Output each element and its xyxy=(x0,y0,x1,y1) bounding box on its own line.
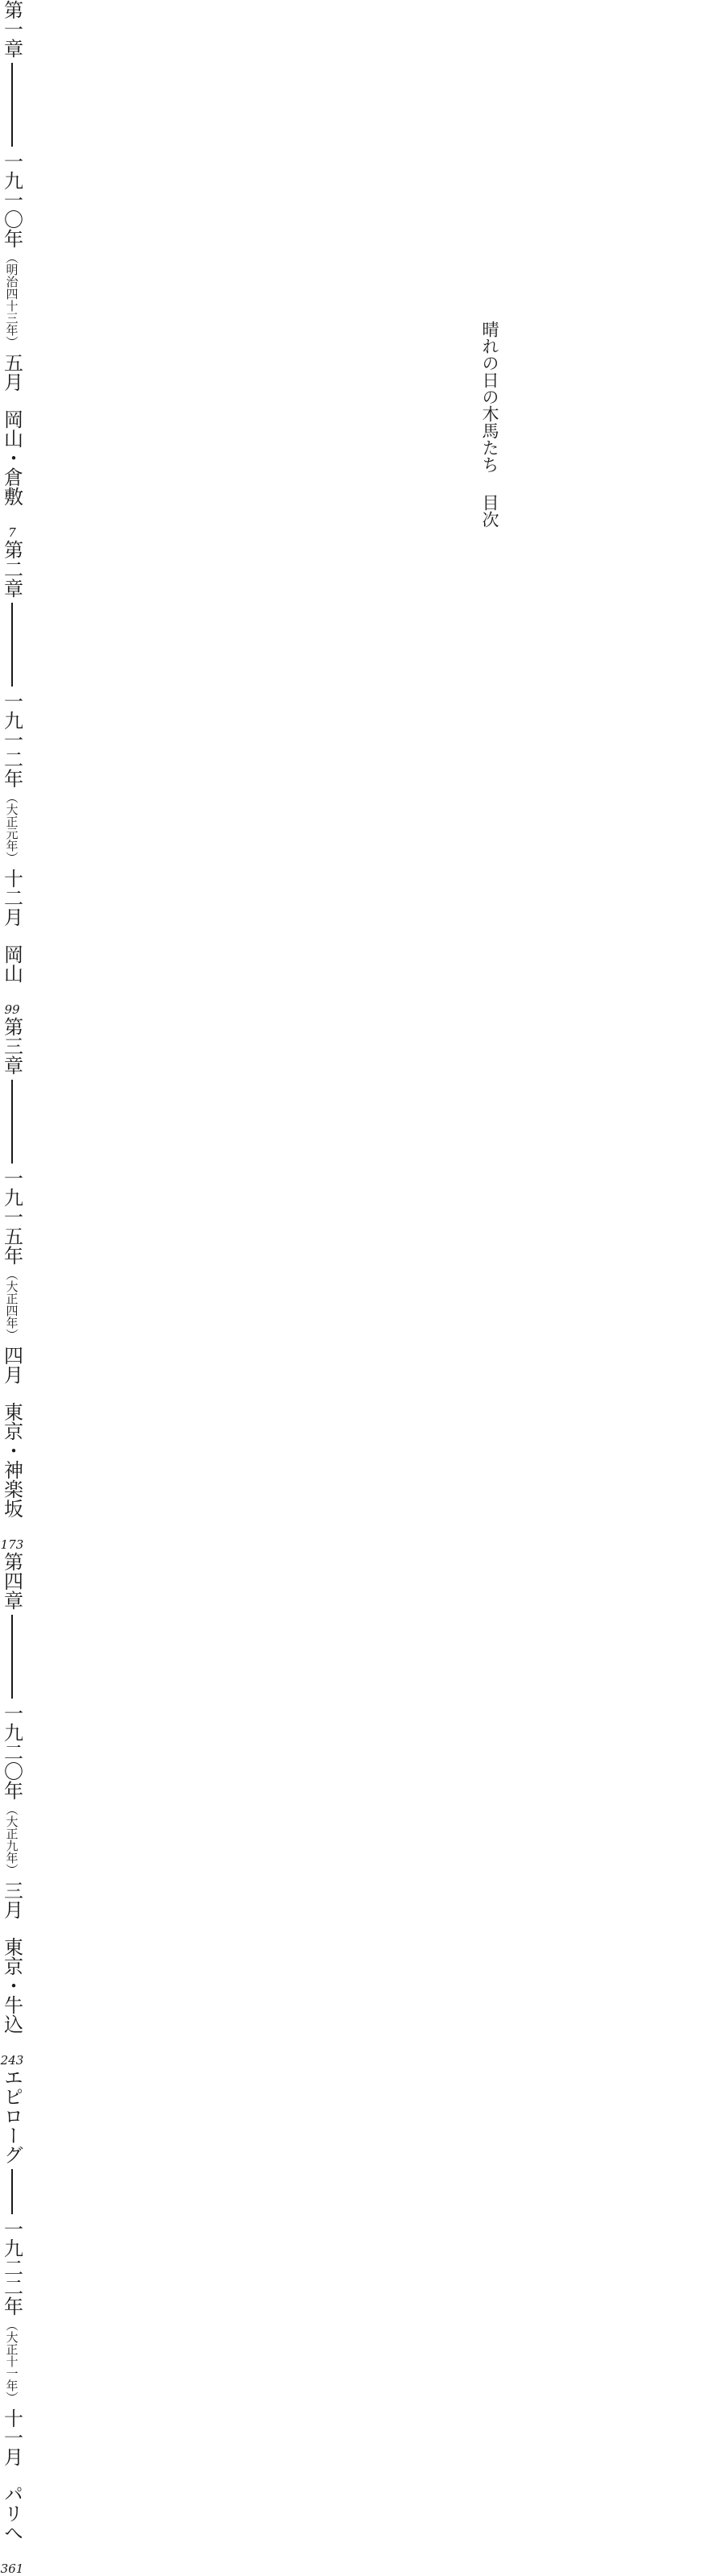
toc-year: 一九一二年 xyxy=(0,691,23,788)
toc-entry-chapter-3[interactable] xyxy=(0,1017,24,1552)
toc-era: （大正元年） xyxy=(4,791,19,864)
toc-entry-chapter-1[interactable] xyxy=(0,0,24,540)
toc-dash xyxy=(11,2169,12,2214)
toc-dash xyxy=(11,1080,12,1164)
toc-dash xyxy=(11,1615,12,1699)
toc-year: 一九一五年 xyxy=(0,1168,23,1265)
toc-page-number: 99 xyxy=(4,1002,20,1017)
toc-month: 十二月 xyxy=(0,869,23,927)
toc-place: パリへ xyxy=(0,2484,23,2542)
toc-year: 一九一〇年 xyxy=(0,151,23,248)
toc-era: （明治四十三年） xyxy=(4,251,19,348)
toc-page-number: 243 xyxy=(0,2053,24,2068)
toc-entry-chapter-2[interactable] xyxy=(0,540,24,1017)
book-title: 晴れの日の木馬たち xyxy=(480,321,499,473)
toc-month: 十一月 xyxy=(0,2408,23,2466)
toc-page-number: 361 xyxy=(0,2561,24,2576)
toc-entry-epilogue[interactable] xyxy=(0,2068,24,2576)
toc-place: 岡山・倉敷 xyxy=(0,409,23,506)
toc-year: 一九二〇年 xyxy=(0,1703,23,1800)
toc-place: 東京・牛込 xyxy=(0,1937,23,2034)
toc-page-number: 7 xyxy=(8,525,16,540)
toc-entry-chapter-4[interactable] xyxy=(0,1552,24,2068)
toc-era: （大正十一年） xyxy=(4,2319,19,2404)
toc-page-number: 173 xyxy=(0,1537,24,1552)
toc-place: 岡山 xyxy=(0,944,23,983)
toc-dash xyxy=(11,63,12,147)
toc-label: 目次 xyxy=(480,494,499,528)
book-title-block xyxy=(481,321,498,528)
toc-chapter-label: 第四章 xyxy=(0,1552,23,1610)
toc-dash xyxy=(11,603,12,687)
toc-era: （大正四年） xyxy=(4,1268,19,1341)
toc-chapter-label: エピローグ xyxy=(0,2068,23,2164)
toc-place: 東京・神楽坂 xyxy=(0,1402,23,1518)
toc-era: （大正九年） xyxy=(4,1803,19,1876)
toc-chapter-label: 第二章 xyxy=(0,540,23,598)
toc-chapter-label: 第三章 xyxy=(0,1017,23,1075)
toc-year: 一九二二年 xyxy=(0,2219,23,2316)
toc-month: 三月 xyxy=(0,1881,23,1919)
toc-chapter-label: 第一章 xyxy=(0,0,23,58)
toc-month: 五月 xyxy=(0,353,23,392)
toc-month: 四月 xyxy=(0,1346,23,1384)
